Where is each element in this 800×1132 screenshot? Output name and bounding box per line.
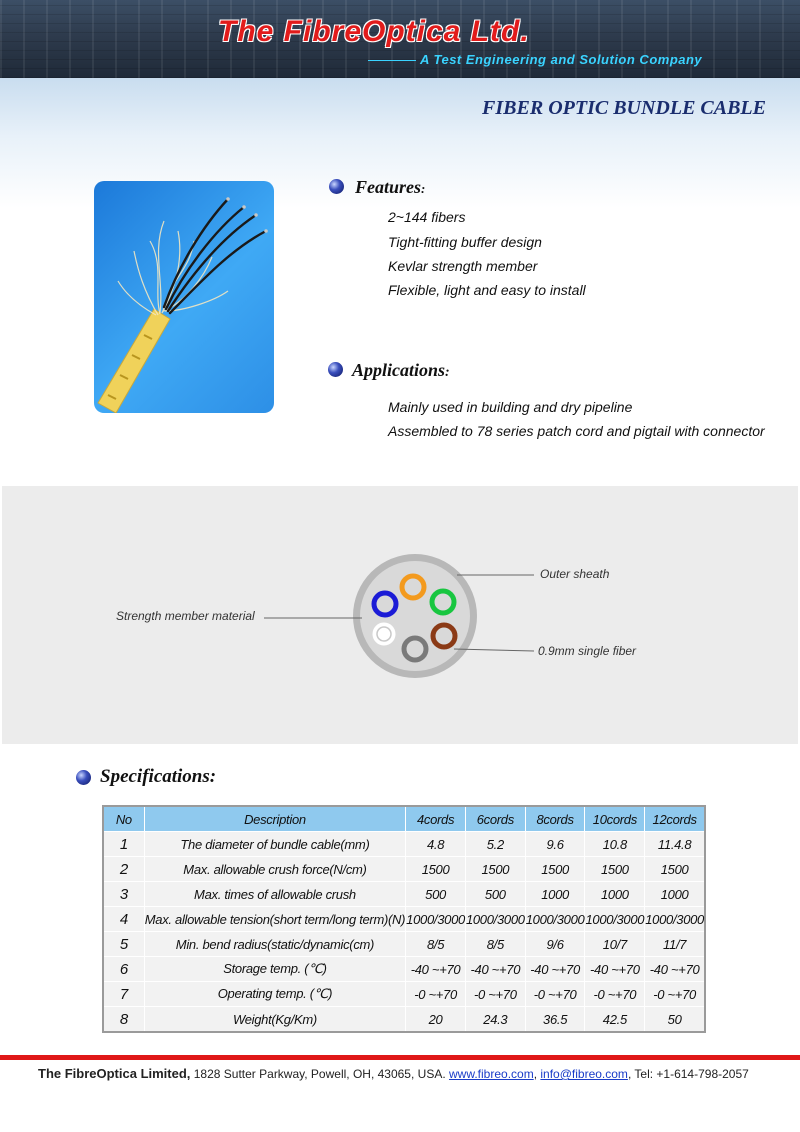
table-row: [103, 1007, 705, 1033]
table-cell: -0 ~+70: [585, 982, 645, 1007]
row-number: 5: [103, 932, 144, 957]
table-cell: 9/6: [525, 932, 585, 957]
table-cell: -0 ~+70: [406, 982, 466, 1007]
row-number: 3: [103, 882, 144, 907]
column-header: 10cords: [585, 806, 645, 832]
table-cell: -0 ~+70: [645, 982, 705, 1007]
table-cell: 9.6: [525, 832, 585, 857]
header-banner: [0, 0, 800, 78]
row-number: 1: [103, 832, 144, 857]
table-cell: 8/5: [406, 932, 466, 957]
strength-member-label: Strength member material: [116, 609, 255, 623]
table-row: [103, 832, 705, 857]
table-cell: 1000/3000: [645, 907, 705, 932]
table-cell: 5.2: [465, 832, 525, 857]
row-description: Weight(Kg/Km): [144, 1007, 405, 1033]
row-description: Max. allowable tension(short term/long term)(N): [144, 907, 405, 932]
row-description: Max. times of allowable crush: [144, 882, 405, 907]
specifications-table: [102, 805, 706, 1033]
table-cell: -0 ~+70: [525, 982, 585, 1007]
table-cell: 42.5: [585, 1007, 645, 1033]
table-header-row: [103, 806, 705, 832]
table-cell: 1500: [585, 857, 645, 882]
row-description: Max. allowable crush force(N/cm): [144, 857, 405, 882]
table-row: [103, 982, 705, 1007]
table-cell: 11.4.8: [645, 832, 705, 857]
table-cell: 1000/3000: [525, 907, 585, 932]
table-cell: 8/5: [465, 932, 525, 957]
page-title: FIBER OPTIC BUNDLE CABLE: [482, 97, 766, 119]
table-cell: 36.5: [525, 1007, 585, 1033]
table-cell: 500: [406, 882, 466, 907]
applications-bullet-icon: [328, 362, 343, 377]
table-cell: 1000/3000: [406, 907, 466, 932]
table-cell: -40 ~+70: [465, 957, 525, 982]
single-fiber-label: 0.9mm single fiber: [538, 644, 637, 658]
column-header: 4cords: [406, 806, 466, 832]
features-heading-text: Features: [355, 177, 422, 197]
table-cell: 1500: [406, 857, 466, 882]
row-number: 8: [103, 1007, 144, 1033]
table-row: [103, 907, 705, 932]
column-header: Description: [144, 806, 405, 832]
column-header: No: [103, 806, 144, 832]
application-item: Mainly used in building and dry pipeline: [388, 399, 633, 415]
specifications-heading: Specifications:: [100, 766, 217, 787]
features-separator: :: [421, 181, 426, 196]
table-cell: -40 ~+70: [406, 957, 466, 982]
table-cell: 500: [465, 882, 525, 907]
company-tagline: A Test Engineering and Solution Company: [420, 52, 703, 67]
footer-contact: [38, 1066, 749, 1081]
row-number: 2: [103, 857, 144, 882]
product-photo: [94, 181, 274, 413]
table-cell: 1000/3000: [465, 907, 525, 932]
tagline-rule: [368, 60, 416, 61]
row-description: Storage temp. (℃): [144, 957, 405, 982]
table-cell: 1500: [645, 857, 705, 882]
table-row: [103, 882, 705, 907]
table-cell: 10.8: [585, 832, 645, 857]
table-cell: 1500: [525, 857, 585, 882]
application-item: Assembled to 78 series patch cord and pigtail with connector: [388, 423, 765, 439]
table-cell: 1000: [585, 882, 645, 907]
table-row: [103, 957, 705, 982]
feature-item: Kevlar strength member: [388, 258, 538, 274]
row-description: Min. bend radius(static/dynamic(cm): [144, 932, 405, 957]
row-number: 7: [103, 982, 144, 1007]
table-cell: 24.3: [465, 1007, 525, 1033]
table-cell: 1000: [525, 882, 585, 907]
footer-comma: ,: [533, 1067, 541, 1081]
table-cell: 20: [406, 1007, 466, 1033]
table-cell: 10/7: [585, 932, 645, 957]
feature-item: 2~144 fibers: [388, 209, 466, 225]
company-name: The FibreOptica Ltd.: [218, 15, 530, 48]
table-row: [103, 857, 705, 882]
table-cell: 11/7: [645, 932, 705, 957]
table-cell: 1000/3000: [585, 907, 645, 932]
table-cell: -40 ~+70: [585, 957, 645, 982]
column-header: 8cords: [525, 806, 585, 832]
footer-divider: [0, 1055, 800, 1060]
row-description: The diameter of bundle cable(mm): [144, 832, 405, 857]
features-bullet-icon: [329, 179, 344, 194]
table-cell: 1500: [465, 857, 525, 882]
table-cell: 50: [645, 1007, 705, 1033]
feature-item: Tight-fitting buffer design: [388, 234, 542, 250]
table-cell: -0 ~+70: [465, 982, 525, 1007]
table-row: [103, 932, 705, 957]
footer-phone: , Tel: +1-614-798-2057: [627, 1067, 749, 1081]
email-link[interactable]: info@fibreo.com: [540, 1067, 628, 1081]
specifications-bullet-icon: [76, 770, 91, 785]
table-cell: 1000: [645, 882, 705, 907]
features-heading: [355, 177, 425, 198]
table-cell: -40 ~+70: [645, 957, 705, 982]
footer-company: The FibreOptica Limited,: [38, 1066, 191, 1081]
column-header: 6cords: [465, 806, 525, 832]
row-number: 4: [103, 907, 144, 932]
applications-heading: [352, 360, 450, 381]
website-link[interactable]: www.fibreo.com: [449, 1067, 534, 1081]
applications-separator: :: [445, 365, 450, 380]
row-number: 6: [103, 957, 144, 982]
column-header: 12cords: [645, 806, 705, 832]
applications-heading-text: Applications: [352, 360, 446, 380]
table-cell: -40 ~+70: [525, 957, 585, 982]
outer-sheath-label: Outer sheath: [540, 567, 610, 581]
footer-address: 1828 Sutter Parkway, Powell, OH, 43065, USA.: [190, 1067, 449, 1081]
table-cell: 4.8: [406, 832, 466, 857]
feature-item: Flexible, light and easy to install: [388, 282, 586, 298]
row-description: Operating temp. (℃): [144, 982, 405, 1007]
cross-section-panel: [2, 486, 798, 744]
cable-illustration: [94, 181, 274, 413]
